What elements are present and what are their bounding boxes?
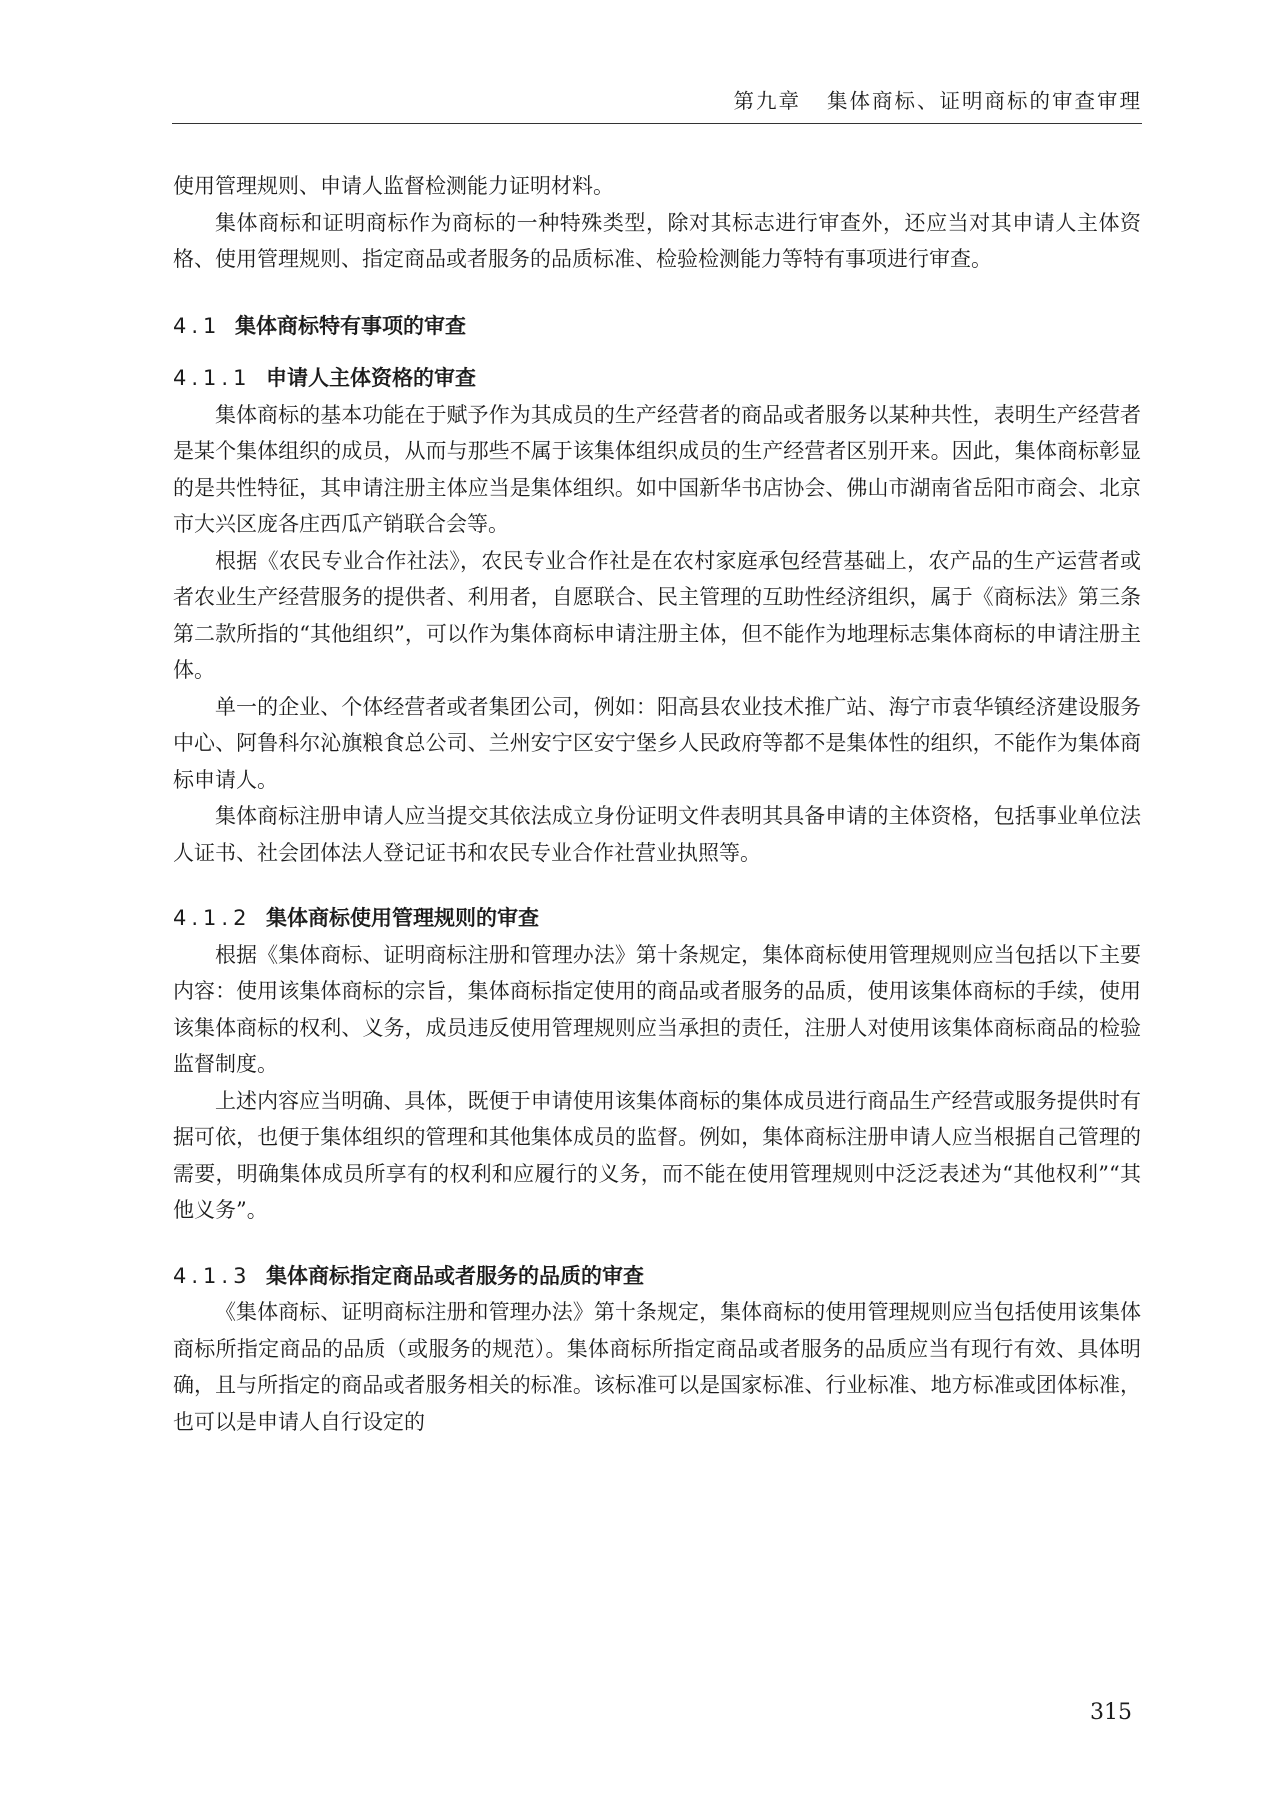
- header-rule: [172, 123, 1142, 124]
- section-heading-4-1: [173, 308, 1141, 345]
- paragraph-continued: 使用管理规则、申请人监督检测能力证明材料。: [173, 174, 614, 198]
- paragraph: 上述内容应当明确、具体，既便于申请使用该集体商标的集体成员进行商品生产经营或服务提供时有据可依，也便于集体组织的管理和其他集体成员的监督。例如，集体商标注册申请人应当根据自己管理的需要，明确集体成员所享有的权利和应履行的义务，而不能在使用管理规则中泛泛表述为“其他权利”“其他义务”。: [173, 1088, 1141, 1222]
- paragraph: 根据《农民专业合作社法》，农民专业合作社是在农村家庭承包经营基础上，农产品的生产运营者或者农业生产经营服务的提供者、利用者，自愿联合、民主管理的互助性经济组织，属于《商标法》第三条第二款所指的“其他组织”，可以作为集体商标申请注册主体，但不能作为地理标志集体商标的申请注册主体。: [173, 548, 1141, 682]
- paragraph-intro: 集体商标和证明商标作为商标的一种特殊类型，除对其标志进行审查外，还应当对其申请人主体资格、使用管理规则、指定商品或者服务的品质标准、检验检测能力等特有事项进行审查。: [173, 210, 1141, 271]
- paragraph: 集体商标注册申请人应当提交其依法成立身份证明文件表明其具备申请的主体资格，包括事业单位法人证书、社会团体法人登记证书和农民专业合作社营业执照等。: [173, 804, 1141, 865]
- section-number: 4.1: [173, 313, 222, 338]
- paragraph: 根据《集体商标、证明商标注册和管理办法》第十条规定，集体商标使用管理规则应当包括以下主要内容：使用该集体商标的宗旨，集体商标指定使用的商品或者服务的品质，使用该集体商标的手续，使用该集体商标的权利、义务，成员违反使用管理规则应当承担的责任，注册人对使用该集体商标商品的检验监督制度。: [173, 942, 1141, 1076]
- page-number: 315: [1090, 1700, 1132, 1725]
- paragraph: 集体商标的基本功能在于赋予作为其成员的生产经营者的商品或者服务以某种共性，表明生产经营者是某个集体组织的成员，从而与那些不属于该集体组织成员的生产经营者区别开来。因此，集体商标彰显的是共性特征，其申请注册主体应当是集体组织。如中国新华书店协会、佛山市湖南省岳阳市商会、北京市大兴区庞各庄西瓜产销联合会等。: [173, 402, 1141, 536]
- running-header: [172, 84, 1142, 114]
- section-title: 集体商标使用管理规则的审查: [266, 906, 539, 930]
- section-heading-4-1-1: [173, 360, 1141, 397]
- page-body: [173, 168, 1141, 1440]
- section-number: 4.1.1: [173, 366, 252, 390]
- section-title: 集体商标特有事项的审查: [235, 313, 466, 338]
- chapter-title: 集体商标、证明商标的审查审理: [827, 89, 1142, 113]
- section-title: 申请人主体资格的审查: [266, 366, 476, 390]
- section-number: 4.1.3: [173, 1263, 252, 1288]
- paragraph: 单一的企业、个体经营者或者集团公司，例如：阳高县农业技术推广站、海宁市袁华镇经济建设服务中心、阿鲁科尔沁旗粮食总公司、兰州安宁区安宁堡乡人民政府等都不是集体性的组织，不能作为集体商标申请人。: [173, 694, 1141, 792]
- section-heading-4-1-3: [173, 1258, 1141, 1295]
- section-number: 4.1.2: [173, 906, 252, 930]
- section-title: 集体商标指定商品或者服务的品质的审查: [266, 1263, 644, 1288]
- section-heading-4-1-2: [173, 900, 1141, 937]
- chapter-label: 第九章: [733, 89, 801, 113]
- paragraph: 《集体商标、证明商标注册和管理办法》第十条规定，集体商标的使用管理规则应当包括使用该集体商标所指定商品的品质（或服务的规范）。集体商标所指定商品或者服务的品质应当有现行有效、具体明确，且与所指定的商品或者服务相关的标准。该标准可以是国家标准、行业标准、地方标准或团体标准，也可以是申请人自行设定的: [173, 1300, 1141, 1434]
